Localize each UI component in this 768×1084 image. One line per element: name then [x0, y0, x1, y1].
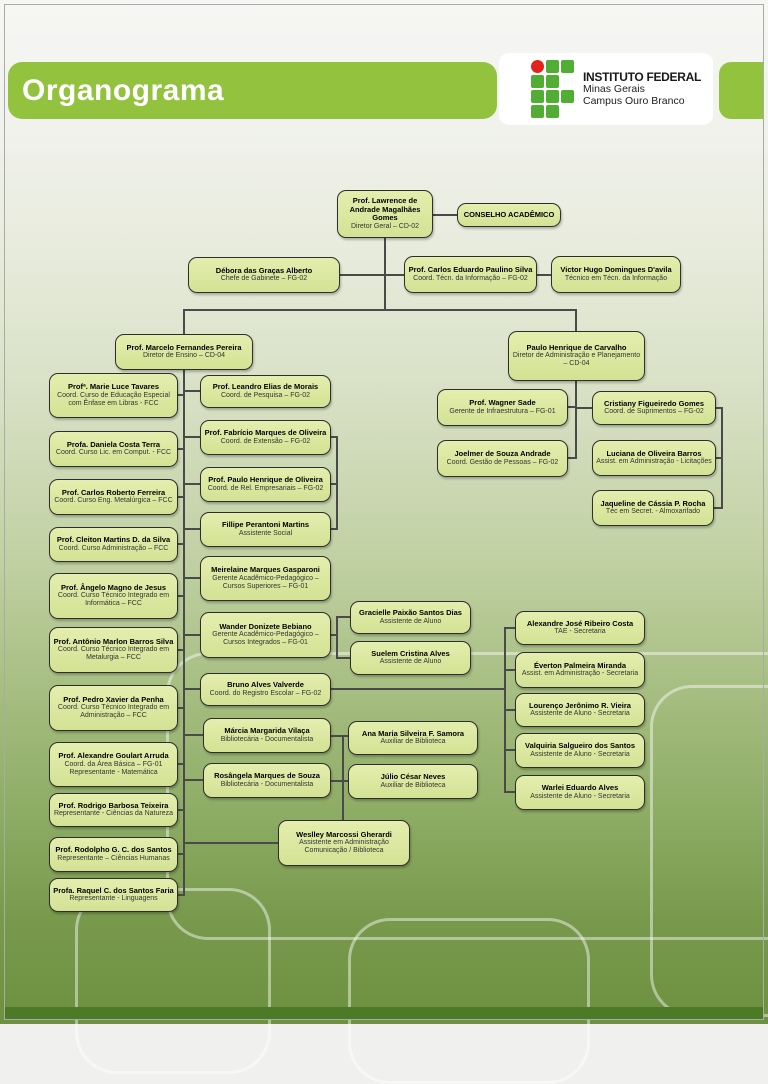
connector [184, 577, 200, 579]
person-role: Assist. em Administração - Secretaria [521, 670, 639, 678]
person-name: Profª. Marie Luce Tavares [67, 382, 159, 392]
connector [575, 381, 577, 459]
person-name: Profa. Daniela Costa Terra [66, 439, 161, 449]
connector [577, 407, 592, 409]
connector [504, 749, 515, 751]
org-node-meirelaine [200, 556, 331, 601]
person-name: Prof. Lawrence de Andrade Magalhães Gomes [349, 196, 421, 223]
person-name: Prof. Carlos Roberto Ferreira [61, 487, 166, 497]
decorative-outline [75, 888, 271, 1074]
person-role: Coord. de Rel. Empresariais – FG-02 [207, 484, 324, 492]
person-role: Auxiliar de Biblioteca [380, 738, 446, 746]
org-node-suelem [350, 641, 471, 675]
logo-line-2: Minas Gerais [583, 82, 645, 95]
org-node-bruno [200, 673, 331, 706]
person-name: Luciana de Oliveira Barros [606, 448, 702, 458]
connector [342, 735, 344, 820]
connector [336, 616, 350, 618]
connector [331, 436, 336, 438]
person-role: Assist. em Administração - Licitações [596, 458, 712, 466]
connector [721, 407, 723, 509]
person-name: Márcia Margarida Vilaça [224, 726, 310, 736]
connector [184, 688, 200, 690]
person-name: Prof. Marcelo Fernandes Pereira [126, 342, 242, 352]
org-node-lourenco [515, 693, 645, 727]
connector [575, 309, 577, 331]
person-name: Joelmer de Souza Andrade [454, 449, 551, 459]
person-name: Alexandre José Ribeiro Costa [526, 618, 634, 628]
page-title: Organograma [22, 73, 225, 107]
person-role: Coord. Curso Lic. em Comput. - FCC [55, 449, 172, 457]
person-role: Coord. da Área Básica – FG-01 [64, 760, 163, 768]
ifmg-logo-text [583, 71, 701, 108]
person-name: Valquiria Salgueiro dos Santos [524, 741, 636, 751]
person-role: Bibliotecária - Documentalista [220, 735, 314, 743]
decorative-outline [348, 918, 590, 1084]
person-name: Ana Maria Silveira F. Samora [361, 728, 465, 738]
footer-band [5, 1007, 763, 1019]
connector [184, 779, 203, 781]
person-name: Weslley Marcossi Gherardi [296, 829, 392, 839]
person-role: Coord. do Registro Escolar – FG-02 [209, 689, 322, 697]
connector [568, 406, 575, 408]
person-role: Representante - Ciências da Natureza [53, 810, 174, 818]
person-name: Prof. Pedro Xavier da Penha [63, 694, 164, 704]
connector [433, 214, 457, 216]
org-node-angelo [49, 573, 178, 619]
connector [714, 507, 721, 509]
org-node-alexandre-costa [515, 611, 645, 645]
org-node-jaqueline [592, 490, 714, 526]
person-name: Prof. Paulo Henrique de Oliveira [208, 475, 323, 485]
connector [331, 735, 348, 737]
unit-name: CONSELHO ACADÊMICO [463, 209, 555, 219]
org-node-victor-hugo [551, 256, 681, 293]
org-node-daniela [49, 431, 178, 467]
person-name: Prof. Rodrigo Barbosa Teixeira [58, 800, 169, 810]
connector [504, 791, 515, 793]
person-name: Prof. Fabrício Marques de Oliveira [204, 428, 327, 438]
connector [184, 734, 203, 736]
org-node-paulo-carvalho [508, 331, 645, 381]
person-name: Débora das Graças Alberto [215, 265, 313, 275]
org-node-rosangela [203, 763, 331, 798]
org-node-debora [188, 257, 340, 293]
ifmg-logo-panel [499, 53, 713, 125]
person-name: Éverton Palmeira Miranda [533, 660, 627, 670]
connector [716, 407, 721, 409]
person-name: Paulo Henrique de Carvalho [526, 342, 627, 352]
person-role: Bibliotecária - Documentalista [220, 780, 314, 788]
org-node-marie-luce [49, 373, 178, 418]
connector [568, 457, 575, 459]
decorative-outline [650, 685, 768, 1017]
connector [504, 627, 515, 629]
person-role: Assistente de Aluno - Secretaria [530, 750, 630, 758]
connector [331, 483, 336, 485]
org-node-rodrigo [49, 793, 178, 827]
ifmg-logo-icon [531, 60, 574, 118]
person-name: Prof. Ângelo Magno de Jesus [60, 582, 166, 592]
org-node-alexandre-goulart [49, 742, 178, 787]
person-role: Assistente em Administração [299, 839, 389, 847]
person-role: Coord. Curso Eng. Metalúrgica – FCC [54, 497, 173, 505]
connector [184, 842, 278, 844]
person-name: Júlio César Neves [380, 772, 446, 782]
org-node-rodolpho [49, 837, 178, 872]
person-role-2: Comunicação / Biblioteca [304, 847, 384, 855]
title-banner [8, 62, 497, 119]
connector [184, 528, 200, 530]
person-name: Prof. Cleiton Martins D. da Silva [56, 535, 171, 545]
person-role: Assistente Social [238, 529, 293, 537]
org-node-paulo-oliveira [200, 467, 331, 502]
connector [184, 483, 200, 485]
org-node-antonio-marlon [49, 627, 178, 673]
person-name: Warlei Eduardo Alves [541, 783, 619, 793]
logo-line-1: INSTITUTO FEDERAL [583, 69, 702, 84]
connector [184, 390, 200, 392]
person-role: Representante – Ciências Humanas [57, 854, 170, 862]
person-role: Coord. Curso Administração – FCC [58, 544, 169, 552]
org-node-marcelo [115, 334, 253, 370]
logo-line-3: Campus Ouro Branco [583, 94, 685, 107]
person-name: Wander Donizete Bebiano [219, 621, 312, 631]
person-role: Assistente de Aluno - Secretaria [530, 792, 630, 800]
person-name: Prof. Rodolpho G. C. dos Santos [55, 845, 172, 855]
connector [183, 309, 185, 334]
person-name: Suelem Cristina Alves [371, 648, 450, 658]
person-role: Diretor de Ensino – CD-04 [142, 352, 226, 360]
org-node-cristiany [592, 391, 716, 425]
person-role: Coord. Curso Técnico Integrado em Administração – FCC [57, 704, 170, 720]
org-node-joelmer [437, 440, 568, 477]
person-role: Diretor Geral – CD-02 [350, 222, 420, 230]
person-name: Gracielle Paixão Santos Dias [359, 608, 462, 618]
connector [336, 657, 350, 659]
connector [331, 780, 348, 782]
person-role: TAE - Secretaria [554, 628, 606, 636]
person-role: Coord. Curso de Educação Especial com Ênfase em Libras - FCC [57, 391, 170, 407]
org-node-carlos-roberto [49, 479, 178, 515]
person-name: Profa. Raquel C. dos Santos Faria [53, 885, 174, 895]
person-name: Meirelaine Marques Gasparoni [211, 565, 320, 575]
person-name: Victor Hugo Domingues D'avila [560, 265, 672, 275]
connector [331, 528, 336, 530]
person-role: Coord. Curso Técnico Integrado em Informática – FCC [57, 592, 170, 608]
connector [184, 634, 200, 636]
connector [716, 457, 721, 459]
org-node-marcia [203, 718, 331, 753]
person-role: Chefe de Gabinete – FG-02 [220, 275, 308, 283]
person-role: Coord. Técn. da Informação – FG-02 [413, 274, 528, 282]
org-node-fillipe [200, 512, 331, 547]
person-name: Lourenço Jerônimo R. Vieira [529, 700, 631, 710]
org-node-ana-maria [348, 721, 478, 755]
connector [537, 274, 551, 276]
org-node-pedro-xavier [49, 685, 178, 731]
connector [340, 274, 404, 276]
person-name: Cristiany Figueiredo Gomes [603, 398, 705, 408]
person-role: Diretor de Administração e Planejamento – CD-04 [512, 352, 641, 368]
person-name: Prof. Wagner Sade [469, 398, 536, 408]
person-role: Assistente de Aluno [379, 658, 442, 666]
person-role: Coord. de Extensão – FG-02 [220, 437, 311, 445]
person-name: Fillipe Perantoni Martins [221, 520, 310, 530]
banner-stub [719, 62, 764, 119]
connector [336, 436, 338, 530]
org-node-luciana [592, 440, 716, 476]
person-name: Rosângela Marques de Souza [214, 771, 320, 781]
person-name: Prof. Alexandre Goulart Arruda [58, 751, 169, 761]
org-node-leandro [200, 375, 331, 408]
org-node-wagner [437, 389, 568, 426]
person-role-2: Representante - Matemática [69, 768, 158, 776]
org-node-warlei [515, 775, 645, 810]
person-role: Coord. de Suprimentos – FG-02 [604, 408, 704, 416]
connector [504, 669, 515, 671]
person-role: Gerente Acadêmico-Pedagógico – Cursos Superiores – FG-01 [212, 574, 319, 590]
org-node-carlos-eduardo [404, 256, 537, 293]
connector [184, 309, 577, 311]
org-node-julio [348, 764, 478, 799]
org-node-raquel [49, 878, 178, 912]
person-role: Auxiliar de Biblioteca [380, 781, 446, 789]
person-role: Assistente de Aluno [379, 617, 442, 625]
org-node-everton [515, 652, 645, 688]
connector [504, 709, 515, 711]
org-node-fabricio [200, 420, 331, 455]
org-node-valquiria [515, 733, 645, 768]
person-role: Técnico em Técn. da Informação [564, 274, 668, 282]
connector [331, 688, 505, 690]
person-role: Representante - Linguagens [69, 895, 158, 903]
person-role: Gerente de Infraestrutura – FG-01 [449, 407, 556, 415]
person-name: Prof. Carlos Eduardo Paulino Silva [408, 265, 533, 275]
person-role: Coord. de Pesquisa – FG-02 [220, 391, 311, 399]
person-role: Téc em Secret. - Almoxarifado [605, 508, 701, 516]
org-node-wander [200, 612, 331, 658]
org-node-weslley [278, 820, 410, 866]
org-node-conselho-academico [457, 203, 561, 227]
person-name: Prof. Antônio Marlon Barros Silva [53, 636, 174, 646]
person-role: Assistente de Aluno - Secretaria [530, 710, 630, 718]
person-name: Jaqueline de Cássia P. Rocha [600, 498, 706, 508]
person-name: Prof. Leandro Elias de Morais [212, 382, 319, 392]
person-role: Coord. Curso Técnico Integrado em Metalurgia – FCC [57, 646, 170, 662]
org-node-gracielle [350, 601, 471, 634]
person-role: Coord. Gestão de Pessoas – FG-02 [446, 458, 559, 466]
person-name: Bruno Alves Valverde [227, 680, 304, 690]
org-node-diretor-geral [337, 190, 433, 238]
org-node-cleiton [49, 527, 178, 562]
connector [336, 616, 338, 659]
person-role: Gerente Acadêmico-Pedagógico – Cursos Integrados – FG-01 [212, 631, 319, 647]
connector [184, 436, 200, 438]
